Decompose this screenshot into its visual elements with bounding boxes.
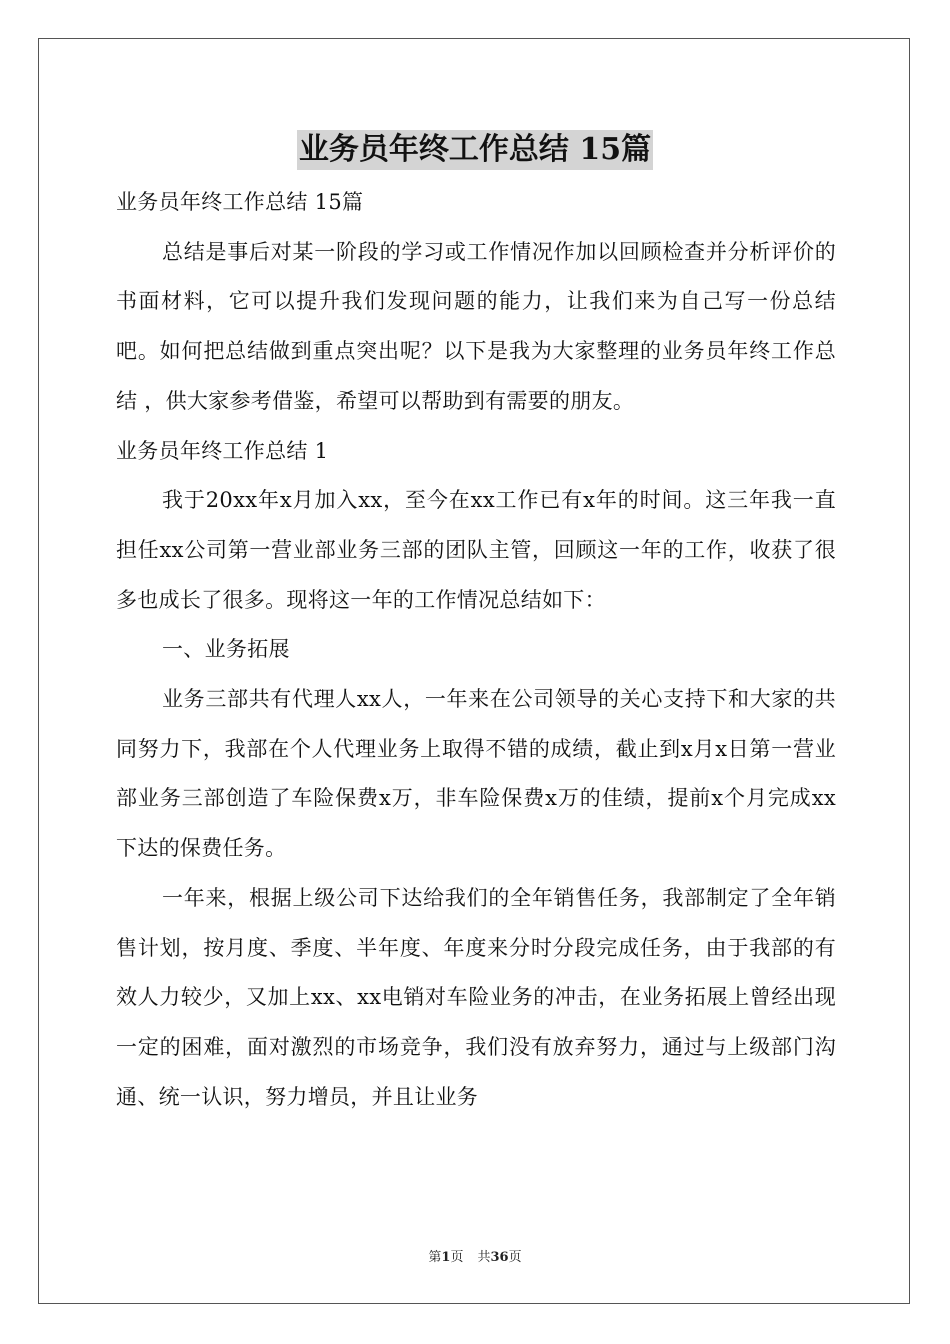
page-current: 1 [441, 1250, 451, 1265]
document-body [116, 178, 836, 1122]
total-suffix: 页 [508, 1250, 522, 1265]
page-suffix: 页 [450, 1250, 464, 1265]
paragraph: 一年来，根据上级公司下达给我们的全年销售任务，我部制定了全年销售计划，按月度、季度、半年度、年度来分时分段完成任务，由于我部的有效人力较少，又加上xx、xx电销对车险业务的冲击，在业务拓展上曾经出现一定的困难，面对激烈的市场竞争，我们没有放弃努力，通过与上级部门沟通、统一认识，努力增员，并且让业务 [116, 885, 836, 1109]
paragraph: 我于20xx年x月加入xx，至今在xx工作已有x年的时间。这三年我一直担任xx公司第一营业部业务三部的团队主管，回顾这一年的工作，收获了很多也成长了很多。现将这一年的工作情况总结如下： [116, 488, 836, 612]
paragraph: 总结是事后对某一阶段的学习或工作情况作加以回顾检查并分析评价的书面材料，它可以提升我们发现问题的能力，让我们来为自己写一份总结吧。如何把总结做到重点突出呢？以下是我为大家整理的业务员年终工作总结 ，供大家参考借鉴，希望可以帮助到有需要的朋友。 [116, 239, 836, 413]
paragraph: 业务三部共有代理人xx人，一年来在公司领导的关心支持下和大家的共同努力下，我部在个人代理业务上取得不错的成绩，截止到x月x日第一营业部业务三部创造了车险保费x万，非车险保费x万的佳绩，提前x个月完成xx下达的保费任务。 [116, 687, 836, 861]
page-footer [0, 1246, 950, 1265]
paragraph: 业务员年终工作总结 15篇 [116, 190, 364, 214]
total-prefix: 共 [477, 1250, 491, 1265]
paragraph: 业务员年终工作总结 1 [116, 438, 329, 463]
page-prefix: 第 [428, 1250, 442, 1265]
page-total: 36 [490, 1250, 509, 1265]
section-heading: 一、业务拓展 [162, 637, 290, 662]
title-container [0, 130, 950, 170]
document-title: 业务员年终工作总结 15篇 [297, 130, 653, 170]
